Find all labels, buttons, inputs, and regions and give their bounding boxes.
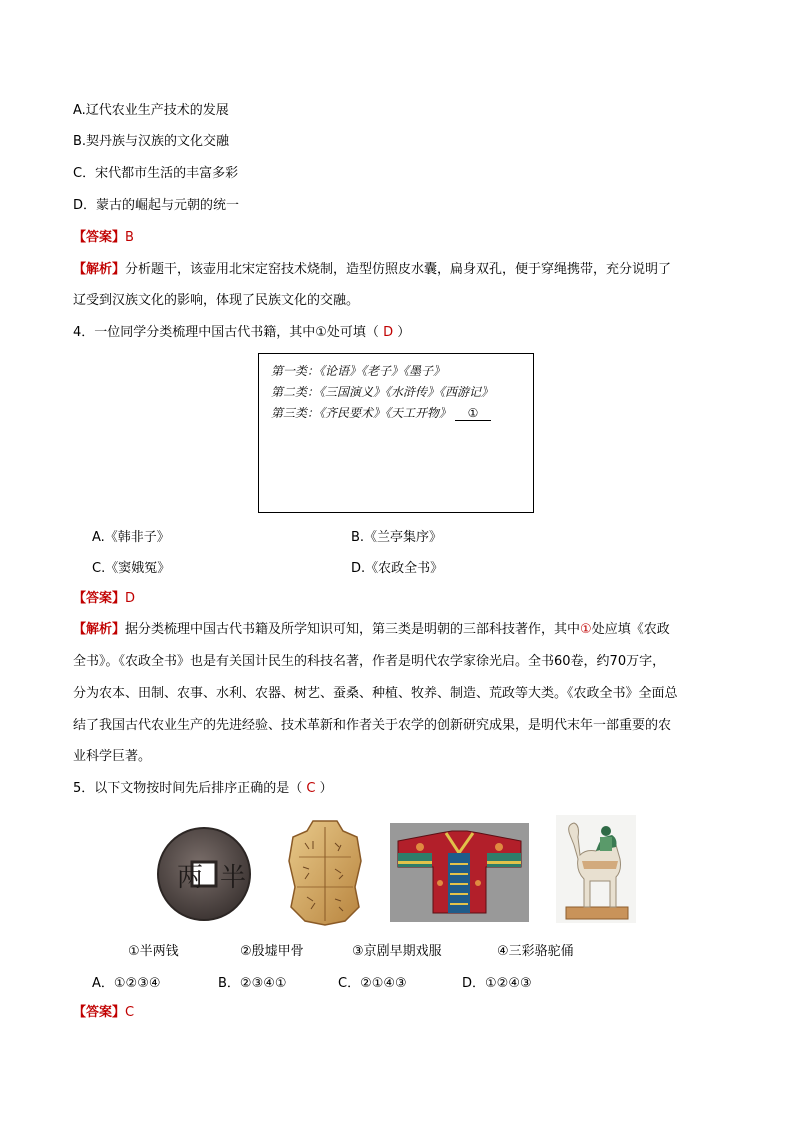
- analysis-text-a: 据分类梳理中国古代书籍及所学知识可知，第三类是明朝的三部科技著作，其中: [125, 622, 581, 637]
- q5-stem-prefix: 5．以下文物按时间先后排序正确的是（: [73, 781, 307, 796]
- blank-marker: ①: [455, 406, 491, 421]
- answer-label: 【答案】: [73, 591, 126, 606]
- category-line-2: 第二类：《三国演义》《水浒传》《西游记》: [271, 385, 494, 399]
- caption-camel-figurine: ④三彩骆驼俑: [497, 944, 574, 959]
- q3-option-d: D．蒙古的崛起与元朝的统一: [73, 198, 240, 213]
- oracle-bone-image: [285, 817, 365, 927]
- answer-value: D: [125, 591, 136, 606]
- q5-option-b: B．②③④①: [218, 976, 287, 991]
- q5-stem-answer: C: [306, 781, 316, 796]
- q4-analysis-line4: 结了我国古代农业生产的先进经验、技术革新和作者关于农学的创新研究成果，是明代末年一部重要的农: [73, 718, 672, 733]
- analysis-text-marker: ①: [580, 622, 592, 637]
- caption-opera-costume: ③京剧早期戏服: [352, 944, 442, 959]
- analysis-text: 分析题干，该壶用北宋定窑技术烧制，造型仿照皮水囊，扁身双孔，便于穿绳携带，充分说明了: [125, 262, 672, 277]
- q4-option-b: B.《兰亭集序》: [351, 530, 443, 545]
- q5-answer: [73, 1003, 134, 1023]
- caption-oracle-bone: ②殷墟甲骨: [240, 944, 304, 959]
- analysis-label: 【解析】: [73, 262, 126, 277]
- q4-answer: [73, 589, 135, 609]
- analysis-label: 【解析】: [73, 622, 126, 637]
- category-line-3-text: 第三类：《齐民要术》《天工开物》: [271, 406, 452, 420]
- q3-option-b: B.契丹族与汉族的文化交融: [73, 134, 230, 149]
- answer-label: 【答案】: [73, 230, 126, 245]
- half-liang-coin-image: [156, 826, 252, 922]
- caption-coin: ①半两钱: [128, 944, 179, 959]
- coin-char-left: 半: [220, 863, 247, 893]
- q4-analysis-line2: 全书》。《农政全书》也是有关国计民生的科技名著，作者是明代农学家徐光启。全书60卷，约70万字，: [73, 654, 666, 669]
- q4-option-c: C.《窦娥冤》: [92, 561, 171, 576]
- category-line-1: 第一类：《论语》《老子》《墨子》: [271, 364, 446, 378]
- analysis-text-c: 处应填《农政: [591, 622, 670, 637]
- q3-answer: [73, 228, 134, 248]
- q4-stem: [73, 323, 410, 343]
- q4-option-a: A.《韩非子》: [92, 530, 170, 545]
- coin-char-right: 两: [177, 863, 204, 893]
- answer-label: 【答案】: [73, 1005, 126, 1020]
- category-line-3: [271, 404, 491, 421]
- q5-stem: [73, 779, 333, 799]
- q5-option-c: C．②①④③: [338, 976, 407, 991]
- answer-value: B: [125, 230, 134, 245]
- q4-stem-answer: D: [383, 325, 394, 340]
- answer-value: C: [125, 1005, 135, 1020]
- q3-option-a: A.辽代农业生产技术的发展: [73, 103, 229, 118]
- q4-analysis-line1: [73, 620, 670, 640]
- q3-analysis-line1: [73, 260, 671, 280]
- q4-analysis-line5: 业科学巨著。: [73, 749, 152, 764]
- q5-option-d: D．①②④③: [462, 976, 532, 991]
- q4-stem-suffix: ）: [393, 325, 411, 340]
- q5-stem-suffix: ）: [315, 781, 333, 796]
- book-category-box: [258, 353, 534, 513]
- q5-option-a: A．①②③④: [92, 976, 161, 991]
- q3-option-c: C．宋代都市生活的丰富多彩: [73, 166, 239, 181]
- q4-option-d: D.《农政全书》: [351, 561, 444, 576]
- q4-analysis-line3: 分为农本、田制、农事、水利、农器、树艺、蚕桑、种植、牧养、制造、荒政等大类。《农政全书》全面总: [73, 686, 678, 701]
- q4-stem-prefix: 4．一位同学分类梳理中国古代书籍，其中①处可填（: [73, 325, 384, 340]
- q3-analysis-line2: 辽受到汉族文化的影响，体现了民族文化的交融。: [73, 293, 360, 308]
- peking-opera-costume-image: [390, 823, 529, 922]
- sancai-camel-figurine-image: [556, 815, 636, 923]
